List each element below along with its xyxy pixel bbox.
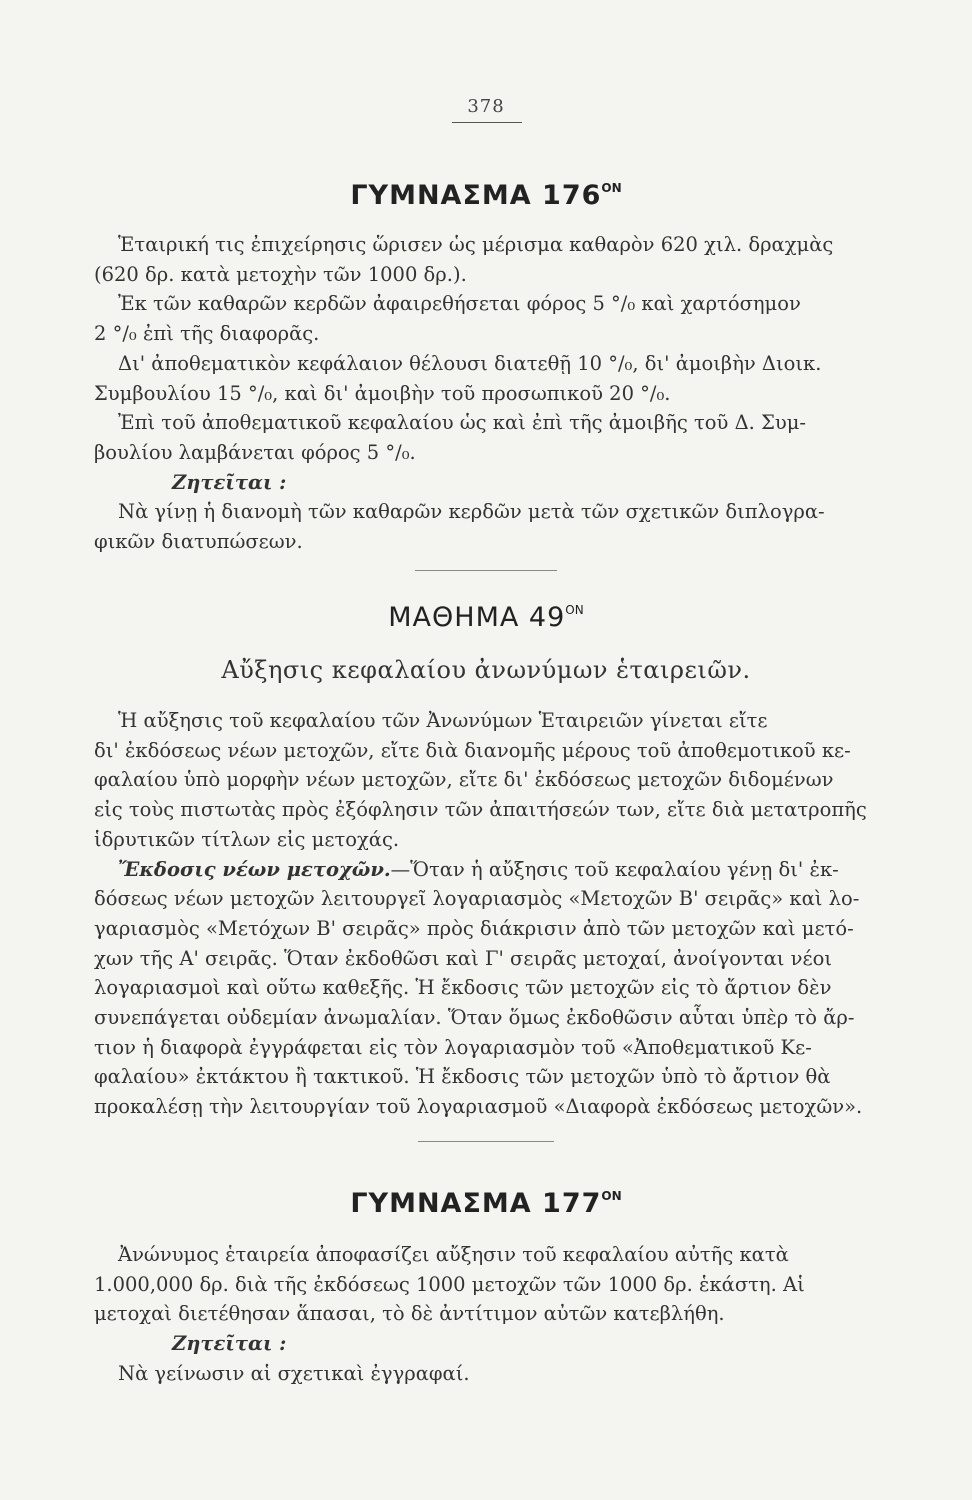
- exercise-176-title: ΓΥΜΝΑΣΜΑ 176: [350, 180, 602, 211]
- text-line: Ἑταιρική τις ἐπιχείρησις ὥρισεν ὡς μέρισμα καθαρὸν 620 χιλ. δραχμὰς: [118, 233, 834, 256]
- text-line: Δι' ἀποθεματικὸν κεφάλαιον θέλουσι διατεθῇ 10 °/₀, δι' ἀμοιβὴν Διοικ.: [118, 351, 822, 375]
- text-line: Ἐκ τῶν καθαρῶν κερδῶν ἀφαιρεθήσεται φόρος 5 °/₀ καὶ χαρτόσημον: [118, 292, 801, 316]
- lesson-49-subheading: Αὔξησις κεφαλαίου ἀνωνύμων ἑταιρειῶν.: [221, 656, 751, 684]
- text-line: 2 °/₀ ἐπὶ τῆς διαφορᾶς.: [94, 322, 320, 346]
- text-line: (620 δρ. κατὰ μετοχὴν τῶν 1000 δρ.).: [94, 262, 467, 286]
- text-line: δόσεως νέων μετοχῶν λειτουργεῖ λογαριασμὸς «Μετοχῶν Β' σειρᾶς» καὶ λο-: [94, 887, 860, 911]
- text-line: Ἡ αὔξησις τοῦ κεφαλαίου τῶν Ἀνωνύμων Ἑταιρειῶν γίνεται εἴτε: [118, 709, 768, 732]
- text-line: Νὰ γίνῃ ἡ διανομὴ τῶν καθαρῶν κερδῶν μετὰ τῶν σχετικῶν διπλογρα-: [118, 500, 825, 524]
- exercise-177-body: [94, 1240, 878, 1389]
- text-line: φαλαίου» ἐκτάκτου ἢ τακτικοῦ. Ἡ ἔκδοσις τῶν μετοχῶν ὑπὸ τὸ ἄρτιον θὰ: [94, 1065, 831, 1089]
- text-line: λογαριασμοὶ καὶ οὕτω καθεξῆς. Ἡ ἔκδοσις τῶν μετοχῶν εἰς τὸ ἄρτιον δὲν: [94, 976, 832, 1000]
- text-line: εἰς τοὺς πιστωτὰς πρὸς ἐξόφλησιν τῶν ἀπαιτήσεών των, εἴτε διὰ μετατροπῆς: [94, 798, 867, 822]
- text-line: δι' ἐκδόσεως νέων μετοχῶν, εἴτε διὰ διανομῆς μέρους τοῦ ἀποθεμοτικοῦ κε-: [94, 738, 851, 762]
- exercise-176-body: [94, 230, 878, 557]
- text-line: 1.000,000 δρ. διὰ τῆς ἐκδόσεως 1000 μετοχῶν τῶν 1000 δρ. ἑκάστη. Αἱ: [94, 1272, 805, 1296]
- page-number-rule: [452, 122, 522, 123]
- exercise-176-sup: ΟΝ: [601, 181, 622, 195]
- emission-first-line: —Ὅταν ἡ αὔξησις τοῦ κεφαλαίου γένῃ δι' ἐκ-: [390, 857, 839, 881]
- lesson-49-sup: ΟΝ: [565, 603, 584, 617]
- text-line: φικῶν διατυπώσεων.: [94, 530, 303, 554]
- section-divider: [415, 570, 557, 571]
- text-line: γαριασμὸς «Μετόχων Β' σειρᾶς» πρὸς διάκρισιν ἀπὸ τῶν μετοχῶν καὶ μετό-: [94, 916, 854, 940]
- text-line: φαλαίου ὑπὸ μορφὴν νέων μετοχῶν, εἴτε δι' ἐκδόσεως μετοχῶν διδομένων: [94, 768, 834, 792]
- emission-paragraph-start: [94, 855, 878, 885]
- text-line: χων τῆς Α' σειρᾶς. Ὅταν ἐκδοθῶσι καὶ Γ' σειρᾶς μετοχαί, ἀνοίγονται νέοι: [94, 946, 832, 970]
- page-number: 378: [467, 96, 505, 117]
- text-line: συνεπάγεται οὐδεμίαν ἀνωμαλίαν. Ὅταν ὅμως ἐκδοθῶσιν αὗται ὑπὲρ τὸ ἄρ-: [94, 1006, 855, 1030]
- zitettai-label: Ζητεῖται :: [172, 470, 287, 494]
- text-line: μετοχαὶ διετέθησαν ἅπασαι, τὸ δὲ ἀντίτιμον αὐτῶν κατεβλήθη.: [94, 1302, 725, 1326]
- exercise-177-title: ΓΥΜΝΑΣΜΑ 177: [350, 1188, 602, 1219]
- text-line: Ἀνώνυμος ἑταιρεία ἀποφασίζει αὔξησιν τοῦ κεφαλαίου αὐτῆς κατὰ: [118, 1243, 789, 1266]
- lesson-49-title: ΜΑΘΗΜΑ 49: [388, 602, 566, 633]
- text-line: τιον ἡ διαφορὰ ἐγγράφεται εἰς τὸν λογαριασμὸν τοῦ «Ἀποθεματικοῦ Κε-: [94, 1035, 812, 1059]
- zitettai-label: Ζητεῖται :: [172, 1332, 287, 1356]
- text-line: Ἐπὶ τοῦ ἀποθεματικοῦ κεφαλαίου ὡς καὶ ἐπὶ τῆς ἀμοιβῆς τοῦ Δ. Συμ-: [118, 411, 806, 435]
- text-line: προκαλέσῃ τὴν λειτουργίαν τοῦ λογαριασμοῦ «Διαφορὰ ἐκδόσεως μετοχῶν».: [94, 1095, 863, 1119]
- exercise-177-heading: [0, 1188, 972, 1219]
- exercise-176-heading: [0, 180, 972, 211]
- lesson-49-heading: [0, 602, 972, 633]
- text-line: Συμβουλίου 15 °/₀, καὶ δι' ἀμοιβὴν τοῦ προσωπικοῦ 20 °/₀.: [94, 381, 671, 405]
- emission-title: Ἔκδοσις νέων μετοχῶν.: [118, 857, 391, 881]
- lesson-49-body: [94, 706, 878, 1122]
- text-line: Νὰ γείνωσιν αἱ σχετικαὶ ἐγγραφαί.: [118, 1361, 470, 1385]
- text-line: ἱδρυτικῶν τίτλων εἰς μετοχάς.: [94, 827, 400, 851]
- exercise-177-sup: ΟΝ: [601, 1189, 622, 1203]
- text-line: βουλίου λαμβάνεται φόρος 5 °/₀.: [94, 440, 416, 464]
- section-divider: [418, 1141, 554, 1142]
